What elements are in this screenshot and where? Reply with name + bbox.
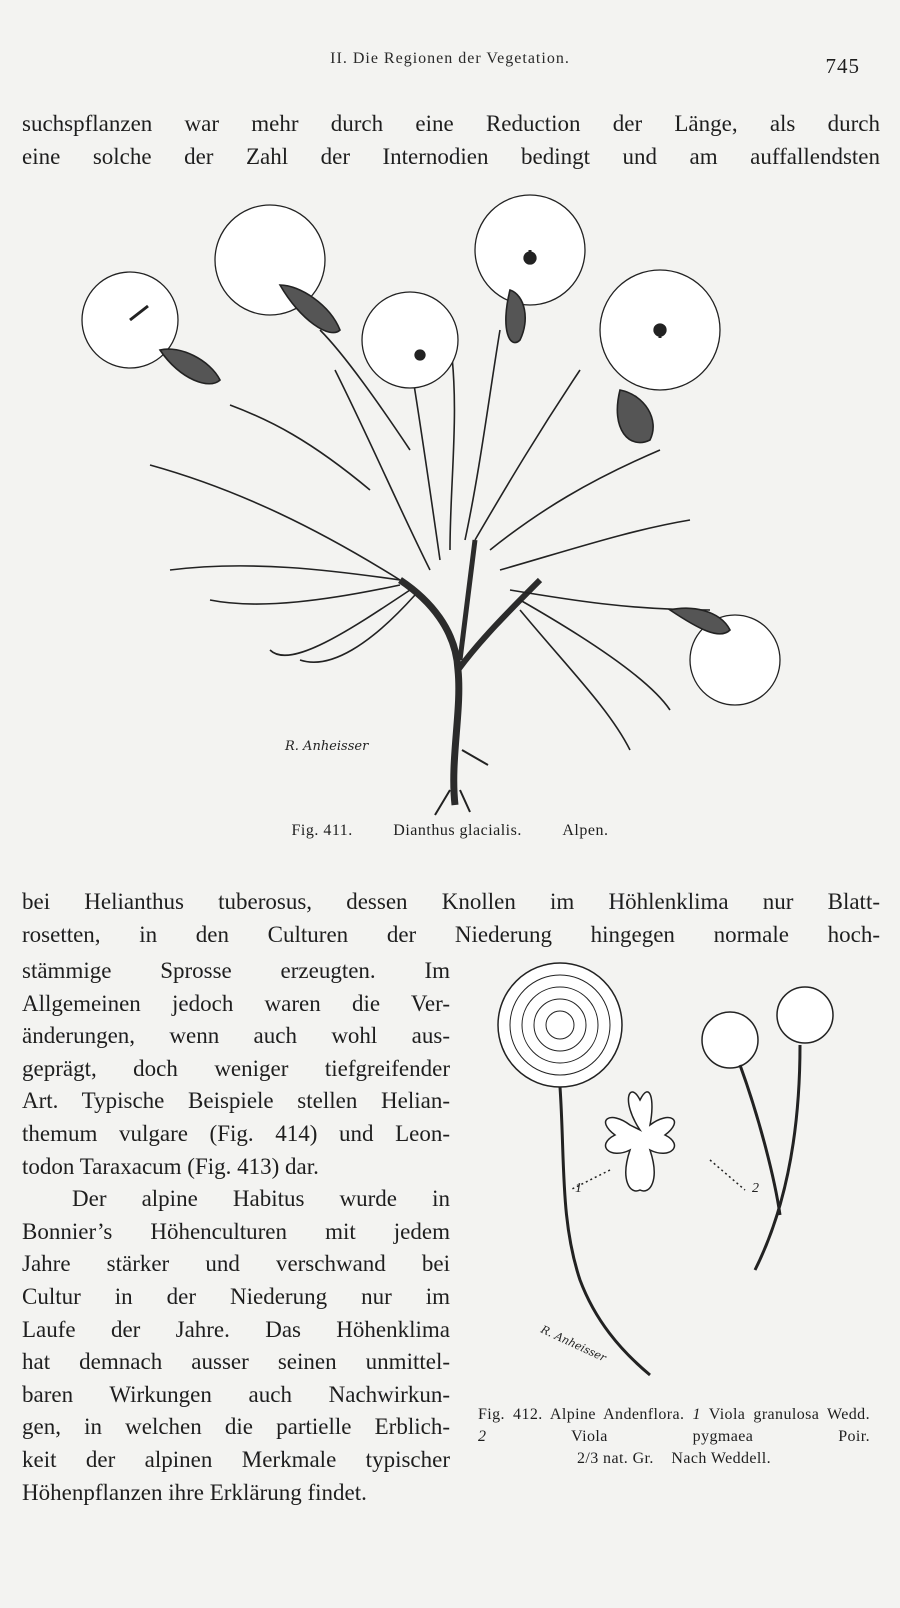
- figure-label: Fig. 412.: [478, 1406, 543, 1423]
- text-line: themum vulgare (Fig. 414) und Leon-: [22, 1120, 450, 1146]
- source-note: Nach Weddell.: [671, 1450, 771, 1467]
- artist-signature: R. Anheisser: [538, 1322, 609, 1365]
- marker-2: 2: [752, 1181, 759, 1196]
- viola-illustration: [480, 960, 870, 1380]
- text-line: bei Helianthus tuberosus, dessen Knollen im Höhlenklima nur Blatt-: [22, 889, 880, 914]
- text-line: änderungen, wenn auch wohl aus-: [22, 1023, 450, 1049]
- marker-1: 1: [575, 1181, 582, 1196]
- text-line: eine solche der Zahl der Internodien bedingt und am auffallendsten: [22, 144, 880, 169]
- species-name: Dianthus glacialis.: [393, 822, 522, 839]
- figure-411-caption: [0, 822, 900, 840]
- mid-paragraph: [22, 885, 880, 951]
- running-title: II. Die Regionen der Vegetation.: [330, 50, 570, 67]
- caption-line-2: [478, 1426, 870, 1448]
- text-line: stämmige Sprosse erzeugten. Im: [22, 958, 450, 983]
- caption-line-1: [478, 1404, 870, 1426]
- text-line: geprägt, doch weniger tiefgreifender: [22, 1055, 450, 1081]
- text-line: Allgemeinen jedoch waren die Ver-: [22, 990, 450, 1016]
- text-line: Der alpine Habitus wurde in: [72, 1186, 450, 1212]
- dianthus-illustration: [70, 190, 830, 820]
- top-paragraph: [22, 107, 880, 173]
- text-line: gen, in welchen die partielle Erblich-: [22, 1414, 450, 1440]
- text-line: suchspflanzen war mehr durch eine Reduction der Länge, als durch: [22, 111, 880, 136]
- text-line: baren Wirkungen auch Nachwirkun-: [22, 1381, 450, 1407]
- text-line: Art. Typische Beispiele stellen Helian-: [22, 1088, 450, 1114]
- text-line: rosetten, in den Culturen der Niederung hingegen normale hoch-: [22, 922, 880, 947]
- text-line: keit der alpinen Merkmale typischer: [22, 1446, 450, 1472]
- scale-note: 2/3 nat. Gr.: [577, 1450, 654, 1467]
- page-number: 745: [825, 54, 860, 78]
- text-line: todon Taraxacum (Fig. 413) dar.: [22, 1153, 319, 1179]
- item-number: 2: [478, 1428, 487, 1445]
- text-line: hat demnach ausser seinen unmittel-: [22, 1349, 450, 1375]
- figure-label: Fig. 411.: [291, 822, 353, 839]
- text-line: Cultur in der Niederung nur im: [22, 1283, 450, 1309]
- item-number: 1: [692, 1406, 701, 1423]
- item-name: Viola granulosa Wedd.: [708, 1406, 870, 1423]
- figure-412-caption: [478, 1404, 870, 1470]
- text-line: Bonnier’s Höhenculturen mit jedem: [22, 1218, 450, 1244]
- text-line: Jahre stärker und verschwand bei: [22, 1251, 450, 1277]
- column-paragraph: [22, 955, 450, 1509]
- region-name: Alpen.: [562, 822, 609, 839]
- figure-title: Alpine Andenflora.: [549, 1406, 685, 1423]
- text-line: Höhenpflanzen ihre Erklärung findet.: [22, 1479, 367, 1505]
- caption-line-3: [478, 1448, 870, 1470]
- artist-signature: R. Anheisser: [285, 739, 369, 754]
- text-line: Laufe der Jahre. Das Höhenklima: [22, 1316, 450, 1342]
- item-name: Viola pygmaea Poir.: [571, 1428, 870, 1445]
